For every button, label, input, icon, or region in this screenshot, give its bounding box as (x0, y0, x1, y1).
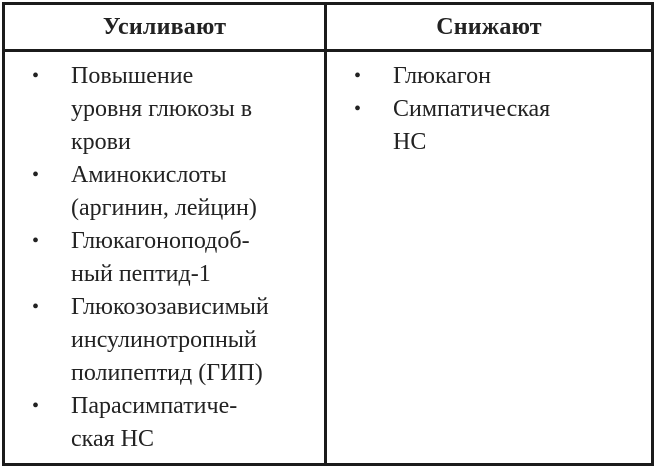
list-item (327, 60, 651, 93)
list-item-line: НС (393, 129, 427, 155)
bullet-icon: • (354, 65, 362, 87)
list-item-line: Глюкозозависимый (71, 294, 269, 320)
bullet-icon: • (32, 164, 40, 186)
list-item-line: ская НС (71, 426, 154, 452)
list-item (5, 60, 324, 159)
list-item-line: полипептид (ГИП) (71, 360, 263, 386)
header-decrease-label: Снижают (436, 13, 542, 40)
list-item-line: ный пептид-1 (71, 261, 211, 287)
decrease-list (327, 60, 651, 159)
list-item (327, 93, 651, 159)
list-item-line: Парасимпатиче- (71, 393, 238, 419)
list-item-line: (аргинин, лейцин) (71, 195, 257, 221)
bullet-icon: • (32, 230, 40, 252)
bullet-icon: • (32, 65, 40, 87)
increase-column (5, 52, 327, 463)
list-item-line: Глюкагоноподоб- (71, 228, 250, 254)
header-increase-label: Усиливают (102, 13, 227, 40)
list-item (5, 390, 324, 456)
regulation-table (2, 2, 654, 466)
list-item-line: инсулинотропный (71, 327, 257, 353)
list-item (5, 159, 324, 225)
bullet-icon: • (32, 395, 40, 417)
list-item-line: Глюкагон (393, 63, 492, 89)
header-increase (5, 5, 327, 52)
list-item (5, 225, 324, 291)
list-item (5, 291, 324, 390)
header-decrease (327, 5, 651, 52)
bullet-icon: • (32, 296, 40, 318)
increase-list (5, 60, 324, 456)
list-item-line: Аминокислоты (71, 162, 227, 188)
list-item-line: Симпатическая (393, 96, 551, 122)
list-item-line: крови (71, 129, 131, 155)
list-item-line: Повышение (71, 63, 194, 89)
bullet-icon: • (354, 98, 362, 120)
decrease-column (327, 52, 651, 463)
list-item-line: уровня глюкозы в (71, 96, 253, 122)
